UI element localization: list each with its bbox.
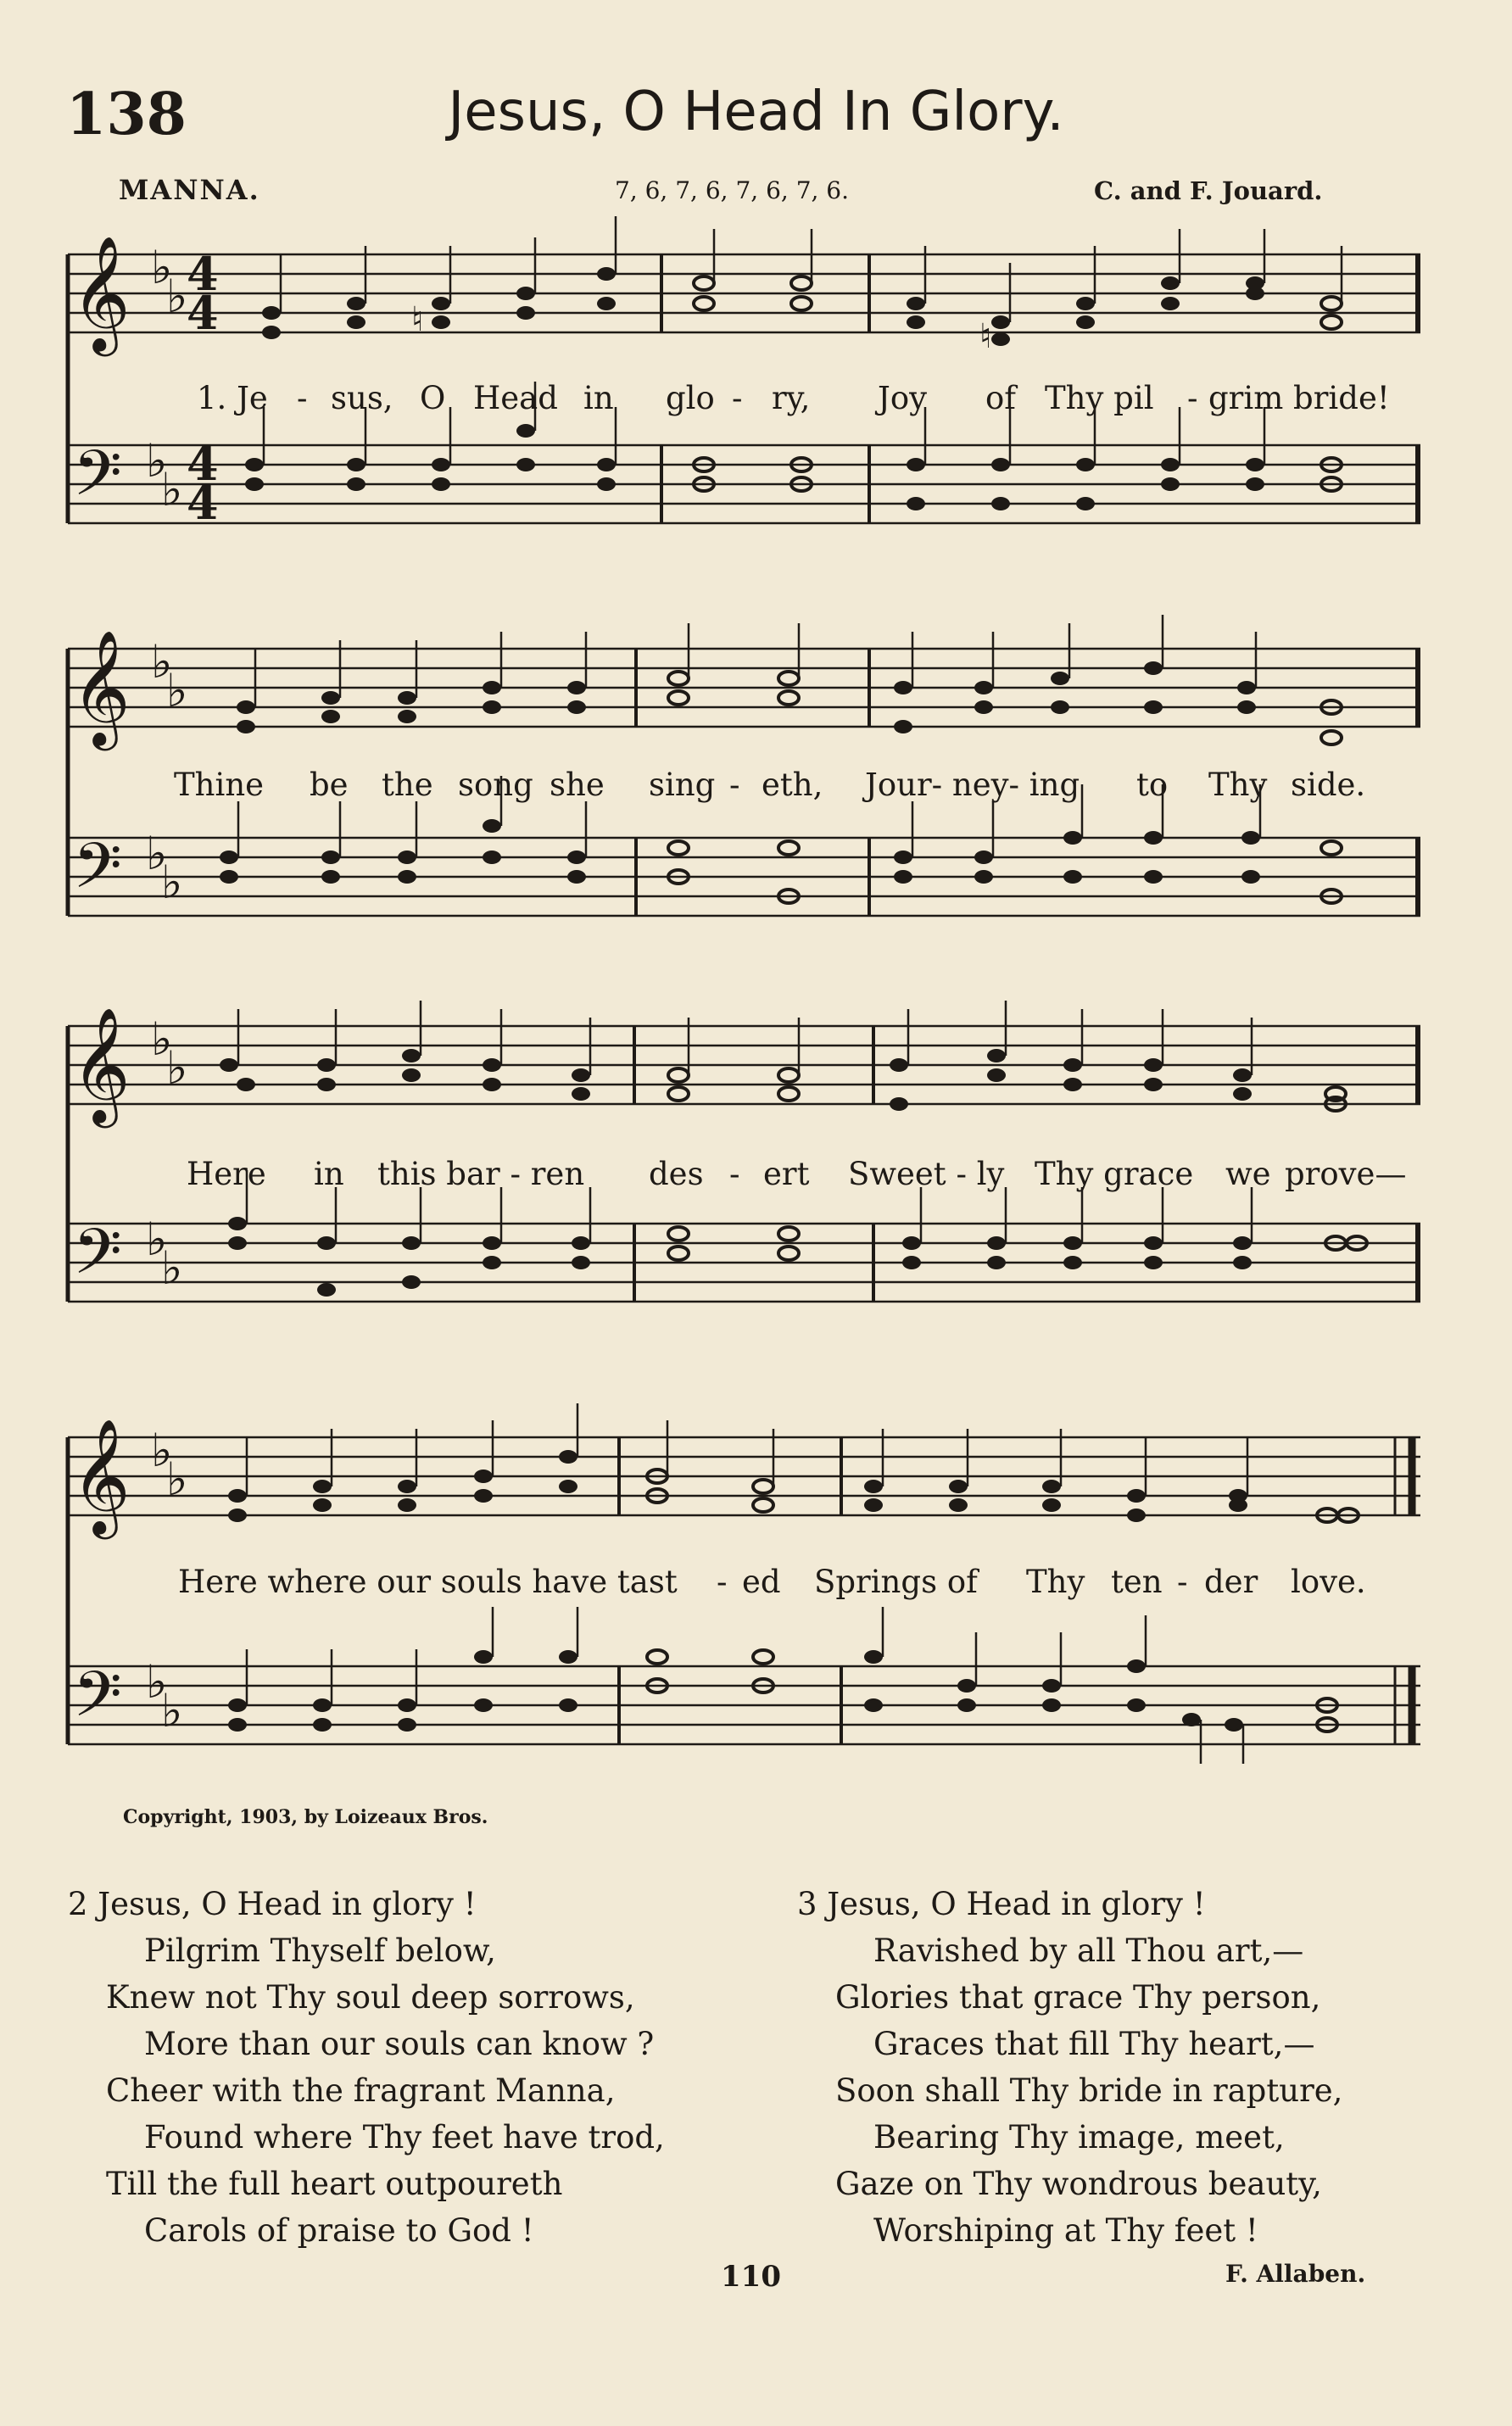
- verse-line: Found where Thy feet have trod,: [144, 2119, 665, 2156]
- lyric: to: [1136, 767, 1169, 803]
- composer: C. and F. Jouard.: [1094, 176, 1323, 205]
- lyric: sing: [649, 767, 716, 803]
- lyric: of: [985, 380, 1016, 416]
- verse-line: Graces that fill Thy heart,—: [873, 2026, 1315, 2062]
- verse-line: Knew not Thy soul deep sorrows,: [106, 1979, 635, 2016]
- svg-text:♭: ♭: [146, 826, 168, 880]
- lyric: -: [729, 1156, 740, 1192]
- lyric: prove—: [1285, 1156, 1407, 1192]
- verse-line: Worshiping at Thy feet !: [873, 2212, 1258, 2249]
- svg-text:♭: ♭: [161, 1241, 183, 1295]
- verse-line: Ravished by all Thou art,—: [873, 1932, 1304, 1969]
- lyric: Thy pil: [1045, 380, 1154, 416]
- svg-text:♭: ♭: [161, 855, 183, 909]
- verse-line: Till the full heart outpoureth: [106, 2166, 563, 2202]
- verse-line: 3 Jesus, O Head in glory !: [797, 1886, 1206, 1922]
- treble-clef-icon: 𝄞: [71, 628, 131, 745]
- lyric: she: [550, 767, 605, 803]
- lyric: Thy: [1026, 1564, 1085, 1600]
- hymn-title: Jesus, O Head In Glory.: [448, 81, 1064, 143]
- treble-clef-icon: 𝄞: [71, 1006, 131, 1123]
- svg-text:♭: ♭: [166, 1040, 188, 1095]
- lyric: sus,: [331, 380, 393, 416]
- lyric: glo: [666, 380, 715, 416]
- music-system-3: [0, 988, 1512, 1378]
- lyric: Thine: [174, 767, 265, 803]
- lyric: -: [297, 380, 308, 416]
- lyric: this bar - ren: [377, 1156, 585, 1192]
- tune-name: MANNA.: [119, 174, 260, 206]
- lyric: ert: [763, 1156, 810, 1192]
- lyric: der: [1204, 1564, 1258, 1600]
- lyric: love.: [1291, 1564, 1366, 1600]
- treble-clef-icon: 𝄞: [71, 234, 131, 351]
- lyric: -: [1177, 1564, 1188, 1600]
- lyric: in: [583, 380, 614, 416]
- lyric: Here: [187, 1156, 266, 1192]
- lyric: -: [732, 380, 743, 416]
- lyric: Sweet - ly: [848, 1156, 1005, 1192]
- bass-clef-icon: 𝄢: [73, 829, 122, 918]
- lyric: song: [458, 767, 533, 803]
- svg-text:♭: ♭: [166, 663, 188, 717]
- verse-line: Bearing Thy image, meet,: [873, 2119, 1285, 2156]
- lyric: grim bride!: [1208, 380, 1390, 416]
- svg-text:4: 4: [187, 476, 219, 530]
- svg-text:♭: ♭: [146, 433, 168, 488]
- bass-clef-icon: 𝄢: [73, 1215, 122, 1304]
- lyric: -: [729, 767, 740, 803]
- svg-text:♭: ♭: [151, 1423, 173, 1477]
- music-system-2: [0, 602, 1512, 967]
- svg-text:♮: ♮: [411, 300, 424, 339]
- music-system-4: [0, 1391, 1512, 1823]
- lyric: Thy: [1208, 767, 1268, 803]
- verse-line: Gaze on Thy wondrous beauty,: [835, 2166, 1322, 2202]
- lyric: 1. Je: [197, 380, 268, 416]
- lyric: eth,: [762, 767, 823, 803]
- verse-line: Soon shall Thy bride in rapture,: [835, 2072, 1343, 2109]
- lyric: des: [649, 1156, 704, 1192]
- verse-line: 2 Jesus, O Head in glory !: [68, 1886, 477, 1922]
- svg-text:4: 4: [187, 437, 219, 491]
- svg-text:♭: ♭: [166, 269, 188, 323]
- lyric: be: [310, 767, 349, 803]
- author: F. Allaben.: [1225, 2260, 1366, 2288]
- lyric: Jour- ney- ing: [865, 767, 1080, 803]
- svg-text:♭: ♭: [166, 1452, 188, 1506]
- bass-clef-icon: 𝄢: [73, 437, 122, 526]
- lyric: Thy grace: [1035, 1156, 1194, 1192]
- page-number: 110: [721, 2260, 781, 2294]
- lyric: Joy: [878, 380, 928, 416]
- verse-line: Carols of praise to God !: [144, 2212, 534, 2249]
- lyric: ten: [1111, 1564, 1163, 1600]
- svg-text:♭: ♭: [151, 1012, 173, 1066]
- verse-line: Pilgrim Thyself below,: [144, 1932, 496, 1969]
- verse-line: More than our souls can know ?: [144, 2026, 655, 2062]
- svg-text:♭: ♭: [151, 634, 173, 689]
- treble-clef-icon: 𝄞: [71, 1417, 131, 1534]
- svg-text:♭: ♭: [161, 1683, 183, 1737]
- lyric: ry,: [772, 380, 811, 416]
- bass-clef-icon: 𝄢: [73, 1658, 122, 1747]
- svg-text:♭: ♭: [151, 240, 173, 294]
- lyric: the: [382, 767, 433, 803]
- verse-line: Cheer with the fragrant Manna,: [106, 2072, 616, 2109]
- svg-text:4: 4: [187, 247, 219, 301]
- lyric: Springs of: [814, 1564, 978, 1600]
- svg-text:♭: ♭: [146, 1654, 168, 1709]
- lyric: Head: [473, 380, 558, 416]
- svg-text:♮: ♮: [979, 317, 992, 356]
- lyric: side.: [1291, 767, 1366, 803]
- lyric: O: [420, 380, 446, 416]
- verse-line: Glories that grace Thy person,: [835, 1979, 1321, 2016]
- lyric: in: [314, 1156, 344, 1192]
- lyric: -: [1187, 380, 1198, 416]
- hymn-number: 138: [66, 81, 187, 148]
- meter: 7, 6, 7, 6, 7, 6, 7, 6.: [615, 176, 850, 204]
- svg-text:4: 4: [187, 286, 219, 340]
- music-system-1: [0, 212, 1512, 602]
- copyright-notice: Copyright, 1903, by Loizeaux Bros.: [123, 1806, 488, 1828]
- svg-text:♭: ♭: [146, 1212, 168, 1266]
- svg-text:♭: ♭: [161, 462, 183, 516]
- lyric: ed: [742, 1564, 781, 1600]
- lyric: -: [717, 1564, 728, 1600]
- lyric: Here where our souls have tast: [178, 1564, 678, 1600]
- lyric: we: [1225, 1156, 1271, 1192]
